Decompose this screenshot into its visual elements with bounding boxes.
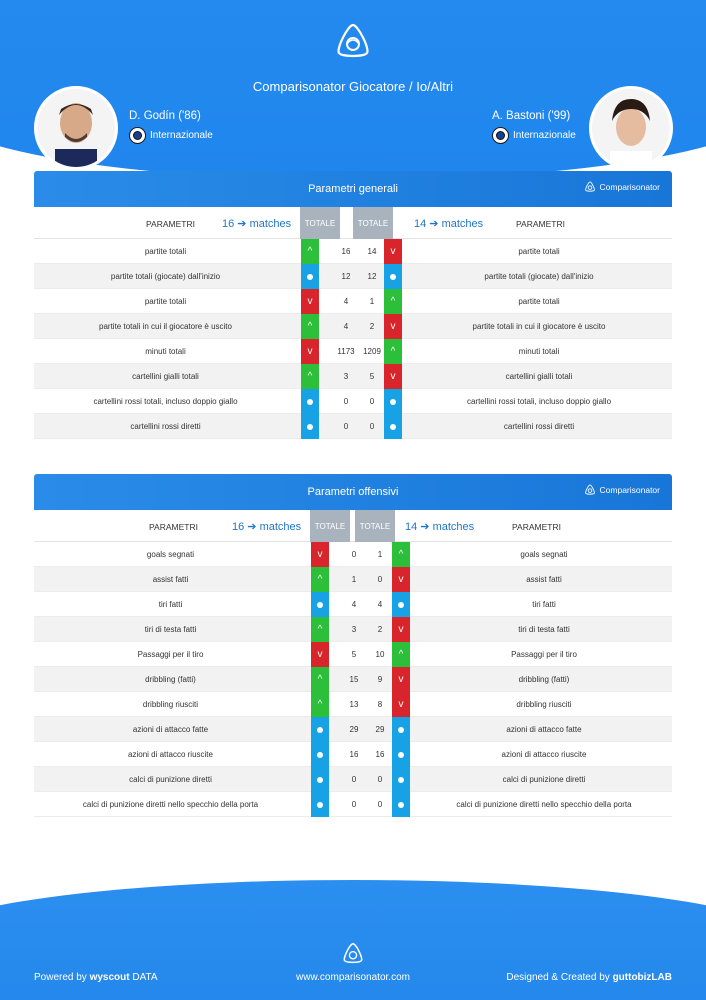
table-row <box>34 389 672 414</box>
row-label-right: azioni di attacco fatte <box>506 725 582 734</box>
indicator-right-up-icon: ^ <box>392 542 410 567</box>
designed-by-label: Designed & Created by <box>506 972 610 983</box>
wyscout-brand: wyscout <box>89 972 130 983</box>
indicator-left-up-icon: ^ <box>311 567 329 592</box>
value-right: 0 <box>369 397 375 406</box>
value-left: 0 <box>343 422 349 431</box>
indicator-right-dn-icon: v <box>392 617 410 642</box>
indicator-left-up-icon: ^ <box>301 364 319 389</box>
section-header <box>34 474 672 510</box>
powered-by-suffix: DATA <box>132 972 158 983</box>
section-title: Parametri offensivi <box>307 486 399 498</box>
value-right: 0 <box>377 800 383 809</box>
row-label-left: azioni di attacco fatte <box>132 725 209 734</box>
indicator-left-eq-icon <box>301 264 319 289</box>
inter-crest-icon <box>492 127 509 144</box>
row-label-right: cartellini rossi diretti <box>503 422 575 431</box>
comparisonator-logo-icon <box>584 181 596 193</box>
section-header <box>34 171 672 207</box>
footer <box>0 880 706 1000</box>
value-left: 4 <box>343 297 349 306</box>
param-header-right: PARAMETRI <box>512 522 561 532</box>
table-row <box>34 364 672 389</box>
table-row <box>34 264 672 289</box>
comparisonator-logo-icon <box>584 484 596 496</box>
player-right-photo-icon <box>592 89 670 167</box>
value-left: 0 <box>351 800 357 809</box>
row-label-right: calci di punizione diretti <box>502 775 586 784</box>
row-label-left: azioni di attacco riuscite <box>128 750 213 759</box>
table-row <box>34 617 672 642</box>
indicator-left-up-icon: ^ <box>311 667 329 692</box>
row-label-left: dribbling (fatti) <box>145 675 196 684</box>
row-label-right: assist fatti <box>526 575 562 584</box>
matches-left: 16 ➔ matches <box>232 521 302 533</box>
header <box>0 0 706 190</box>
player-left-team-name: Internazionale <box>150 130 213 141</box>
row-label-right: calci di punizione diretti nello specchio della porta <box>456 800 632 809</box>
indicator-left-up-icon: ^ <box>311 617 329 642</box>
value-left: 0 <box>351 775 357 784</box>
row-label-left: cartellini gialli totali <box>132 372 199 381</box>
player-left-avatar <box>34 86 118 170</box>
indicator-left-dn-icon: v <box>301 339 319 364</box>
indicator-right-eq-icon <box>392 792 410 817</box>
value-right: 10 <box>375 650 385 659</box>
table-row <box>34 339 672 364</box>
player-left-name: D. Godín ('86) <box>129 110 201 122</box>
param-header-left: PARAMETRI <box>149 522 198 532</box>
indicator-right-dn-icon: v <box>392 667 410 692</box>
website-link[interactable]: www.comparisonator.com <box>296 972 410 983</box>
table-row <box>34 742 672 767</box>
value-right: 1 <box>369 297 375 306</box>
indicator-left-dn-icon: v <box>311 642 329 667</box>
value-right: 1 <box>377 550 383 559</box>
row-label-right: dribbling (fatti) <box>518 675 570 684</box>
value-left: 1 <box>351 575 357 584</box>
row-label-right: minuti totali <box>518 347 560 356</box>
page-title: Comparisonator Giocatore / Io/Altri <box>252 79 454 94</box>
indicator-right-eq-icon <box>392 742 410 767</box>
indicator-right-dn-icon: v <box>384 239 402 264</box>
guttobizlab-brand: guttobizLAB <box>612 972 672 983</box>
row-label-left: dribbling riusciti <box>142 700 199 709</box>
table-row <box>34 717 672 742</box>
row-label-left: assist fatti <box>152 575 189 584</box>
row-label-left: tiri di testa fatti <box>144 625 197 634</box>
indicator-right-dn-icon: v <box>392 567 410 592</box>
indicator-left-dn-icon: v <box>311 542 329 567</box>
indicator-left-eq-icon <box>311 767 329 792</box>
table-row <box>34 767 672 792</box>
section-subheader <box>34 510 672 542</box>
row-label-left: minuti totali <box>145 347 186 356</box>
section-title: Parametri generali <box>308 183 398 195</box>
value-left: 5 <box>351 650 357 659</box>
row-label-right: dribbling riusciti <box>516 700 572 709</box>
powered-by-label: Powered by <box>34 972 87 983</box>
row-label-right: tiri fatti <box>532 600 556 609</box>
value-left: 1173 <box>337 347 355 356</box>
player-right-team-name: Internazionale <box>513 130 576 141</box>
indicator-right-dn-icon: v <box>384 364 402 389</box>
value-right: 29 <box>375 725 385 734</box>
row-label-left: partite totali <box>144 297 187 306</box>
table-row <box>34 289 672 314</box>
row-label-left: cartellini rossi totali, incluso doppio giallo <box>93 397 238 406</box>
matches-right: 14 ➔ matches <box>414 218 484 230</box>
player-right-name: A. Bastoni ('99) <box>492 110 571 122</box>
table-row <box>34 567 672 592</box>
value-right: 0 <box>377 575 383 584</box>
player-right-team <box>492 127 576 144</box>
inter-crest-icon <box>129 127 146 144</box>
indicator-right-up-icon: ^ <box>384 289 402 314</box>
value-left: 12 <box>341 272 351 281</box>
value-left: 3 <box>351 625 357 634</box>
section-brand-label: Comparisonator <box>599 485 660 495</box>
section-offensive <box>34 474 672 817</box>
table-row <box>34 239 672 264</box>
indicator-left-eq-icon <box>311 717 329 742</box>
table-row <box>34 792 672 817</box>
value-right: 16 <box>375 750 385 759</box>
row-label-left: partite totali in cui il giocatore è uscito <box>99 322 232 331</box>
value-left: 16 <box>341 247 351 256</box>
table-row <box>34 592 672 617</box>
section-brand <box>584 181 660 193</box>
player-left-team <box>129 127 213 144</box>
value-left: 4 <box>351 600 357 609</box>
indicator-right-dn-icon: v <box>384 314 402 339</box>
indicator-left-dn-icon: v <box>301 289 319 314</box>
matches-left: 16 ➔ matches <box>222 218 292 230</box>
table-row <box>34 414 672 439</box>
indicator-left-up-icon: ^ <box>301 314 319 339</box>
indicator-right-eq-icon <box>384 389 402 414</box>
total-header-left: TOTALE <box>300 207 340 239</box>
indicator-left-eq-icon <box>311 592 329 617</box>
indicator-left-up-icon: ^ <box>311 692 329 717</box>
value-right: 0 <box>369 422 375 431</box>
value-left: 4 <box>343 322 349 331</box>
value-right: 0 <box>377 775 383 784</box>
row-label-left: Passaggi per il tiro <box>137 650 204 659</box>
indicator-left-up-icon: ^ <box>301 239 319 264</box>
row-label-right: cartellini rossi totali, incluso doppio giallo <box>466 397 612 406</box>
param-header-right: PARAMETRI <box>516 219 565 229</box>
section-brand-label: Comparisonator <box>599 182 660 192</box>
row-label-right: cartellini gialli totali <box>505 372 573 381</box>
value-left: 0 <box>351 550 357 559</box>
indicator-right-dn-icon: v <box>392 692 410 717</box>
value-right: 8 <box>377 700 383 709</box>
row-label-right: goals segnati <box>520 550 568 559</box>
designed-by <box>506 972 672 983</box>
value-right: 1209 <box>363 347 381 356</box>
row-label-right: tiri di testa fatti <box>518 625 570 634</box>
indicator-right-up-icon: ^ <box>384 339 402 364</box>
section-brand <box>584 484 660 496</box>
player-left-photo-icon <box>37 89 115 167</box>
indicator-right-eq-icon <box>384 414 402 439</box>
row-label-right: partite totali (giocate) dall'inizio <box>484 272 594 281</box>
row-label-right: partite totali in cui il giocatore è uscito <box>472 322 606 331</box>
value-left: 13 <box>349 700 359 709</box>
table-row <box>34 667 672 692</box>
value-right: 2 <box>369 322 375 331</box>
matches-right: 14 ➔ matches <box>405 521 475 533</box>
table-row <box>34 314 672 339</box>
indicator-left-eq-icon <box>311 792 329 817</box>
value-left: 29 <box>349 725 359 734</box>
indicator-right-eq-icon <box>392 717 410 742</box>
param-header-left: PARAMETRI <box>146 219 195 229</box>
value-right: 4 <box>377 600 383 609</box>
value-right: 14 <box>367 247 377 256</box>
row-label-left: cartellini rossi diretti <box>130 422 201 431</box>
row-label-left: calci di punizione diretti <box>129 775 212 784</box>
value-right: 9 <box>377 675 383 684</box>
row-label-left: partite totali (giocate) dall'inizio <box>110 272 221 281</box>
section-general <box>34 171 672 439</box>
indicator-right-eq-icon <box>392 767 410 792</box>
value-left: 16 <box>349 750 359 759</box>
row-label-right: azioni di attacco riuscite <box>501 750 587 759</box>
indicator-left-eq-icon <box>301 414 319 439</box>
value-left: 15 <box>349 675 359 684</box>
indicator-right-eq-icon <box>384 264 402 289</box>
indicator-right-eq-icon <box>392 592 410 617</box>
indicator-right-up-icon: ^ <box>392 642 410 667</box>
value-right: 2 <box>377 625 383 634</box>
total-header-left: TOTALE <box>310 510 350 542</box>
total-header-right: TOTALE <box>355 510 395 542</box>
table-row <box>34 642 672 667</box>
row-label-right: partite totali <box>518 297 560 306</box>
value-right: 12 <box>367 272 377 281</box>
value-right: 5 <box>369 372 375 381</box>
row-label-left: goals segnati <box>146 550 195 559</box>
indicator-left-eq-icon <box>311 742 329 767</box>
table-row <box>34 692 672 717</box>
row-label-right: Passaggi per il tiro <box>511 650 577 659</box>
table-row <box>34 542 672 567</box>
row-label-right: partite totali <box>518 247 560 256</box>
value-left: 0 <box>343 397 349 406</box>
player-right-avatar <box>589 86 673 170</box>
comparisonator-logo-icon <box>341 942 365 966</box>
row-label-left: partite totali <box>144 247 187 256</box>
row-label-left: calci di punizione diretti nello specchio della porta <box>82 800 259 809</box>
value-left: 3 <box>343 372 349 381</box>
section-subheader <box>34 207 672 239</box>
comparisonator-logo-icon <box>333 22 373 62</box>
indicator-left-eq-icon <box>301 389 319 414</box>
total-header-right: TOTALE <box>353 207 393 239</box>
row-label-left: tiri fatti <box>158 600 183 609</box>
